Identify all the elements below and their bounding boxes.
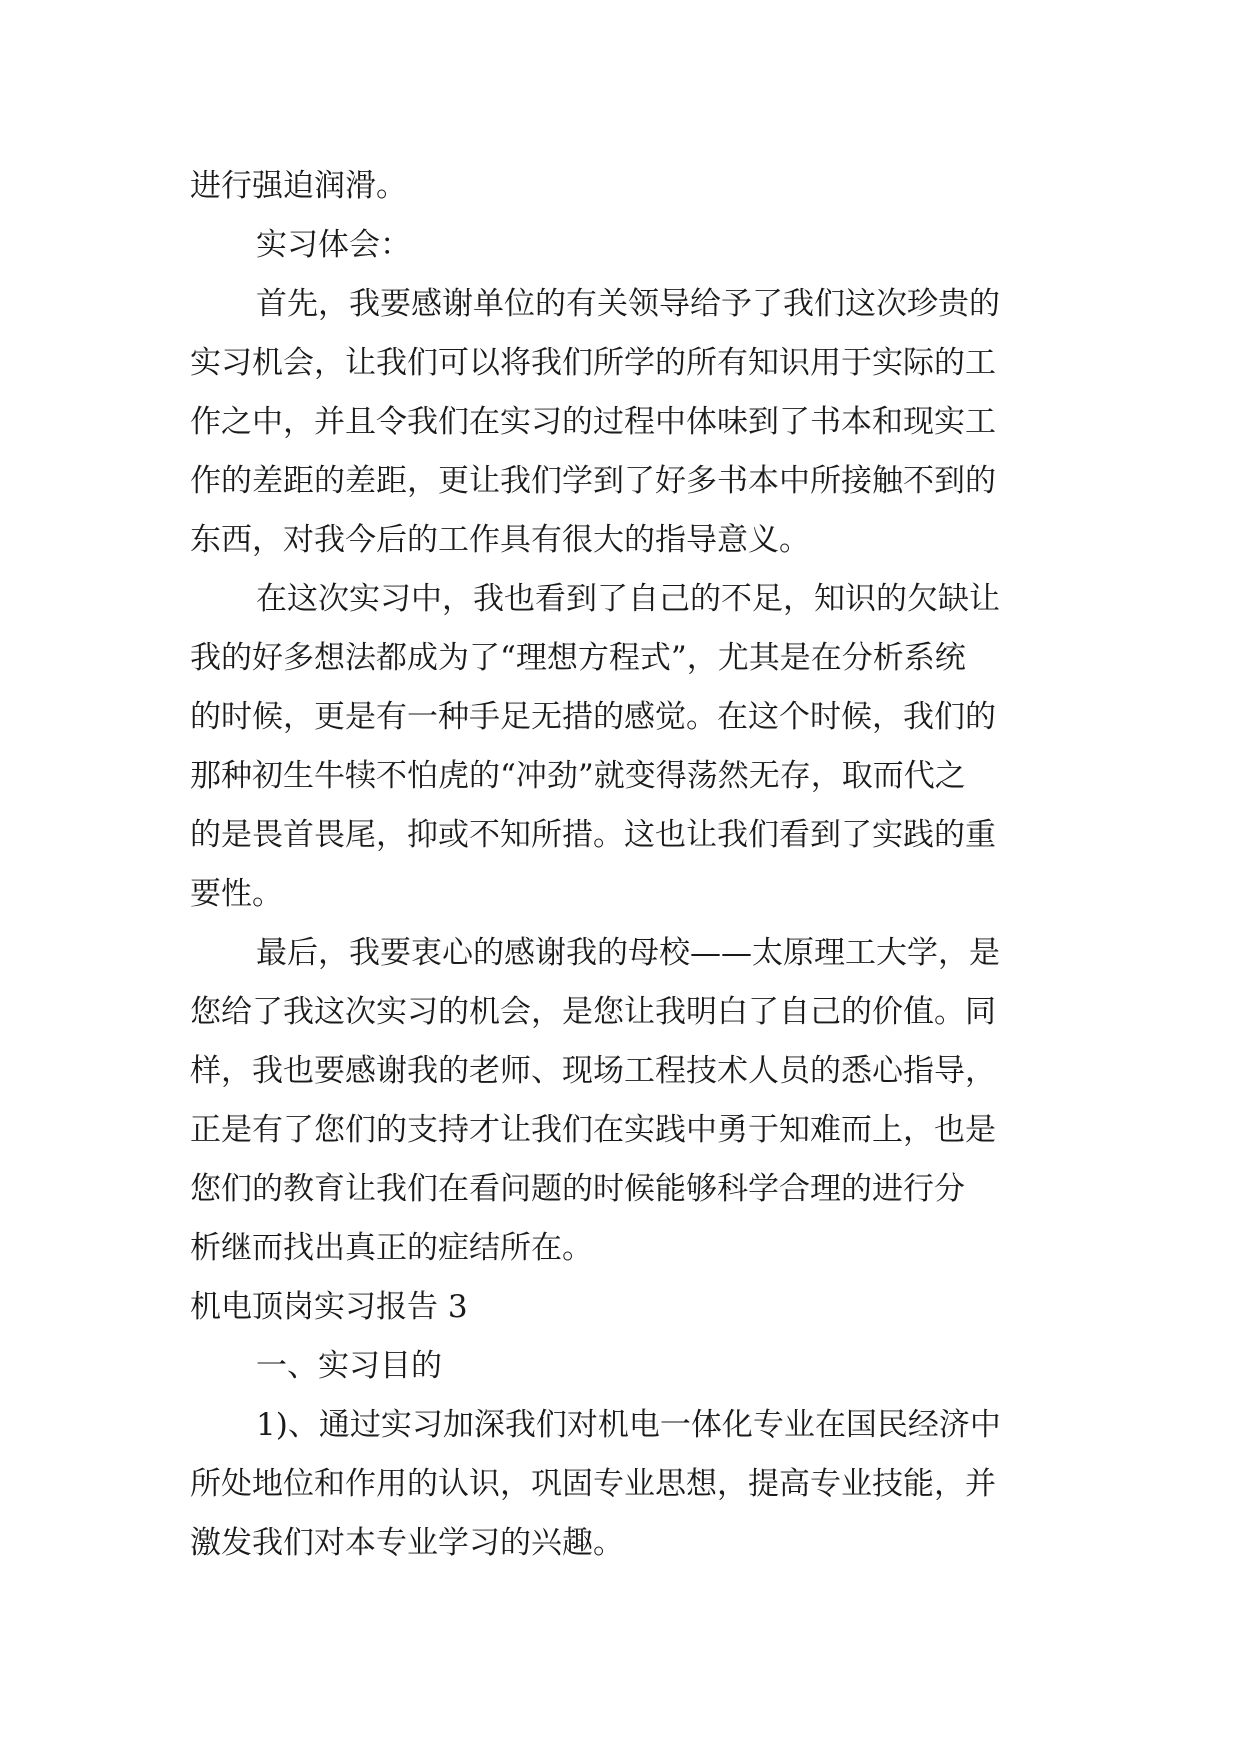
text-line: 东西，对我今后的工作具有很大的指导意义。 [190, 522, 810, 558]
text-line: 所处地位和作用的认识，巩固专业思想，提高专业技能，并 [190, 1466, 996, 1502]
text-line: 析继而找出真正的症结所在。 [190, 1230, 593, 1266]
text-line: 您给了我这次实习的机会，是您让我明白了自己的价值。同 [190, 994, 996, 1030]
text-line: 首先，我要感谢单位的有关领导给予了我们这次珍贵的 [256, 286, 1000, 322]
text-line: 1)、通过实习加深我们对机电一体化专业在国民经济中 [256, 1407, 1001, 1443]
text-line: 您们的教育让我们在看问题的时候能够科学合理的进行分 [190, 1171, 965, 1207]
text-line: 作之中，并且令我们在实习的过程中体味到了书本和现实工 [190, 404, 996, 440]
text-line: 样，我也要感谢我的老师、现场工程技术人员的悉心指导， [190, 1053, 996, 1089]
text-line: 进行强迫润滑。 [190, 168, 407, 204]
text-line: 实习机会，让我们可以将我们所学的所有知识用于实际的工 [190, 345, 996, 381]
text-line: 作的差距的差距，更让我们学到了好多书本中所接触不到的 [190, 463, 996, 499]
text-line: 要性。 [190, 876, 283, 912]
section-heading: 实习体会： [256, 227, 411, 263]
text-line: 我的好多想法都成为了“理想方程式”，尤其是在分析系统 [190, 640, 966, 676]
section-heading: 一、实习目的 [256, 1348, 442, 1384]
text-line: 的是畏首畏尾，抑或不知所措。这也让我们看到了实践的重 [190, 817, 996, 853]
report-title: 机电顶岗实习报告 3 [190, 1289, 468, 1325]
text-line: 最后，我要衷心的感谢我的母校——太原理工大学，是 [256, 935, 1000, 971]
text-line: 正是有了您们的支持才让我们在实践中勇于知难而上，也是 [190, 1112, 996, 1148]
text-line: 那种初生牛犊不怕虎的“冲劲”就变得荡然无存，取而代之 [190, 758, 966, 794]
text-line: 激发我们对本专业学习的兴趣。 [190, 1525, 624, 1561]
text-line: 的时候，更是有一种手足无措的感觉。在这个时候，我们的 [190, 699, 996, 735]
text-line: 在这次实习中，我也看到了自己的不足，知识的欠缺让 [256, 581, 1000, 617]
